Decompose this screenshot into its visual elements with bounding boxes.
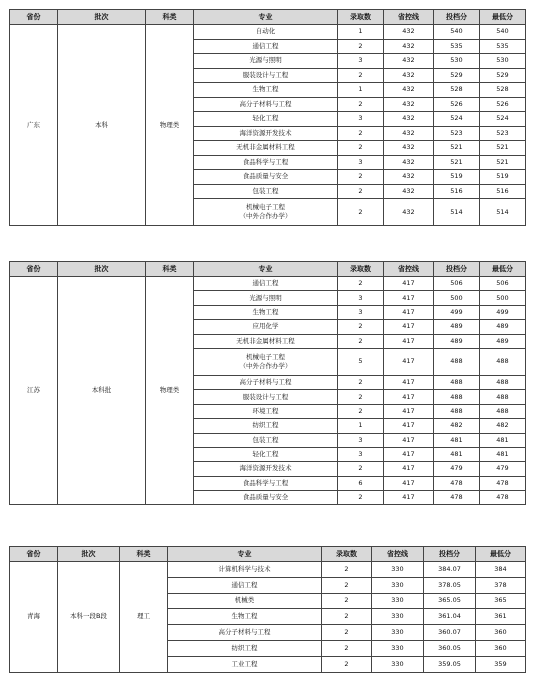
province-header: 省份 xyxy=(10,547,58,562)
control-line-header: 省控线 xyxy=(372,547,424,562)
count-cell: 2 xyxy=(338,320,384,334)
major-cell: 计算机科学与技术 xyxy=(168,562,322,578)
control-line-cell: 330 xyxy=(372,577,424,593)
province-cell: 广东 xyxy=(10,25,58,226)
control-line-cell: 432 xyxy=(384,54,434,69)
major-cell: 食品科学与工程 xyxy=(194,476,338,490)
min-score-cell: 528 xyxy=(480,83,526,98)
major-cell: 机械电子工程 （中外合作办学） xyxy=(194,199,338,226)
submit-score-cell: 506 xyxy=(434,277,480,291)
count-cell: 2 xyxy=(322,640,372,656)
control-line-cell: 417 xyxy=(384,404,434,418)
major-cell: 海洋资源开发技术 xyxy=(194,126,338,141)
count-cell: 2 xyxy=(338,126,384,141)
major-cell: 高分子材料与工程 xyxy=(194,375,338,389)
major-header: 专业 xyxy=(168,547,322,562)
control-line-cell: 417 xyxy=(384,390,434,404)
count-cell: 3 xyxy=(338,112,384,127)
major-cell: 光源与照明 xyxy=(194,291,338,305)
major-cell: 无机非金属材料工程 xyxy=(194,334,338,348)
submit-score-cell: 488 xyxy=(434,375,480,389)
control-line-cell: 432 xyxy=(384,155,434,170)
min-score-cell: 360 xyxy=(476,625,526,641)
submit-score-cell: 516 xyxy=(434,184,480,199)
control-line-cell: 417 xyxy=(384,334,434,348)
count-cell: 2 xyxy=(322,593,372,609)
count-cell: 3 xyxy=(338,433,384,447)
count-cell: 2 xyxy=(338,184,384,199)
control-line-cell: 432 xyxy=(384,170,434,185)
count-cell: 3 xyxy=(338,447,384,461)
control-line-cell: 417 xyxy=(384,320,434,334)
major-cell: 高分子材料与工程 xyxy=(168,625,322,641)
count-cell: 1 xyxy=(338,83,384,98)
major-cell: 服装设计与工程 xyxy=(194,390,338,404)
min-score-cell: 526 xyxy=(480,97,526,112)
min-score-cell: 529 xyxy=(480,68,526,83)
min-score-header: 最低分 xyxy=(480,10,526,25)
major-cell: 纺织工程 xyxy=(168,640,322,656)
count-cell: 2 xyxy=(322,609,372,625)
control-line-cell: 417 xyxy=(384,462,434,476)
header-row xyxy=(10,547,526,562)
category-cell: 理工 xyxy=(120,562,168,673)
count-header: 录取数 xyxy=(322,547,372,562)
min-score-header: 最低分 xyxy=(476,547,526,562)
count-cell: 2 xyxy=(338,404,384,418)
min-score-cell: 506 xyxy=(480,277,526,291)
major-cell: 通信工程 xyxy=(194,39,338,54)
submit-score-header: 投档分 xyxy=(434,262,480,277)
count-cell: 1 xyxy=(338,419,384,433)
count-cell: 2 xyxy=(338,68,384,83)
control-line-cell: 417 xyxy=(384,291,434,305)
min-score-cell: 524 xyxy=(480,112,526,127)
submit-score-cell: 478 xyxy=(434,491,480,505)
min-score-cell: 488 xyxy=(480,404,526,418)
control-line-cell: 432 xyxy=(384,25,434,40)
submit-score-cell: 535 xyxy=(434,39,480,54)
major-cell: 生物工程 xyxy=(194,305,338,319)
min-score-cell: 488 xyxy=(480,390,526,404)
submit-score-cell: 540 xyxy=(434,25,480,40)
count-cell: 2 xyxy=(338,390,384,404)
major-cell: 自动化 xyxy=(194,25,338,40)
category-cell: 物理类 xyxy=(146,277,194,505)
control-line-cell: 432 xyxy=(384,39,434,54)
major-cell: 轻化工程 xyxy=(194,447,338,461)
submit-score-cell: 359.05 xyxy=(424,656,476,672)
submit-score-cell: 488 xyxy=(434,390,480,404)
province-header: 省份 xyxy=(10,262,58,277)
count-cell: 2 xyxy=(338,39,384,54)
major-cell: 高分子材料与工程 xyxy=(194,97,338,112)
min-score-cell: 489 xyxy=(480,320,526,334)
major-cell: 食品质量与安全 xyxy=(194,491,338,505)
control-line-cell: 417 xyxy=(384,433,434,447)
admission-table-qinghai xyxy=(9,546,526,673)
count-cell: 5 xyxy=(338,348,384,375)
control-line-cell: 417 xyxy=(384,348,434,375)
count-cell: 3 xyxy=(338,291,384,305)
control-line-cell: 432 xyxy=(384,141,434,156)
control-line-cell: 330 xyxy=(372,656,424,672)
submit-score-header: 投档分 xyxy=(434,10,480,25)
control-line-cell: 330 xyxy=(372,640,424,656)
admission-table-guangdong xyxy=(9,9,526,226)
province-cell: 江苏 xyxy=(10,277,58,505)
min-score-cell: 360 xyxy=(476,640,526,656)
table-row xyxy=(10,277,526,291)
count-cell: 6 xyxy=(338,476,384,490)
submit-score-cell: 489 xyxy=(434,320,480,334)
major-cell: 食品质量与安全 xyxy=(194,170,338,185)
major-cell: 生物工程 xyxy=(168,609,322,625)
major-cell: 工业工程 xyxy=(168,656,322,672)
min-score-cell: 521 xyxy=(480,155,526,170)
category-header: 科类 xyxy=(146,262,194,277)
min-score-cell: 488 xyxy=(480,375,526,389)
submit-score-cell: 489 xyxy=(434,334,480,348)
submit-score-cell: 530 xyxy=(434,54,480,69)
major-cell: 光源与照明 xyxy=(194,54,338,69)
submit-score-cell: 360.05 xyxy=(424,640,476,656)
count-cell: 2 xyxy=(338,170,384,185)
major-cell: 机械电子工程 （中外合作办学） xyxy=(194,348,338,375)
count-header: 录取数 xyxy=(338,262,384,277)
batch-cell: 本科批 xyxy=(58,277,146,505)
count-cell: 2 xyxy=(338,375,384,389)
min-score-cell: 535 xyxy=(480,39,526,54)
submit-score-cell: 519 xyxy=(434,170,480,185)
control-line-header: 省控线 xyxy=(384,10,434,25)
count-cell: 2 xyxy=(338,199,384,226)
submit-score-cell: 524 xyxy=(434,112,480,127)
submit-score-cell: 384.07 xyxy=(424,562,476,578)
major-cell: 机械类 xyxy=(168,593,322,609)
major-cell: 食品科学与工程 xyxy=(194,155,338,170)
major-cell: 通信工程 xyxy=(194,277,338,291)
table-row xyxy=(10,562,526,578)
min-score-cell: 482 xyxy=(480,419,526,433)
admission-table-jiangsu xyxy=(9,261,526,505)
min-score-cell: 378 xyxy=(476,577,526,593)
submit-score-cell: 500 xyxy=(434,291,480,305)
submit-score-cell: 526 xyxy=(434,97,480,112)
batch-cell: 本科 xyxy=(58,25,146,226)
province-header: 省份 xyxy=(10,10,58,25)
control-line-cell: 417 xyxy=(384,476,434,490)
control-line-cell: 330 xyxy=(372,562,424,578)
major-cell: 纺织工程 xyxy=(194,419,338,433)
control-line-cell: 432 xyxy=(384,83,434,98)
table-row xyxy=(10,25,526,40)
min-score-cell: 481 xyxy=(480,447,526,461)
submit-score-cell: 529 xyxy=(434,68,480,83)
major-cell: 生物工程 xyxy=(194,83,338,98)
count-cell: 3 xyxy=(338,54,384,69)
control-line-cell: 432 xyxy=(384,184,434,199)
count-cell: 3 xyxy=(338,305,384,319)
submit-score-cell: 361.04 xyxy=(424,609,476,625)
submit-score-cell: 488 xyxy=(434,404,480,418)
min-score-cell: 519 xyxy=(480,170,526,185)
min-score-cell: 514 xyxy=(480,199,526,226)
min-score-cell: 540 xyxy=(480,25,526,40)
control-line-cell: 432 xyxy=(384,68,434,83)
submit-score-cell: 528 xyxy=(434,83,480,98)
control-line-cell: 432 xyxy=(384,112,434,127)
min-score-cell: 359 xyxy=(476,656,526,672)
province-cell: 青海 xyxy=(10,562,58,673)
count-cell: 2 xyxy=(338,141,384,156)
major-cell: 海洋资源开发技术 xyxy=(194,462,338,476)
count-cell: 3 xyxy=(338,155,384,170)
submit-score-header: 投档分 xyxy=(424,547,476,562)
min-score-cell: 478 xyxy=(480,491,526,505)
major-cell: 包装工程 xyxy=(194,433,338,447)
category-cell: 物理类 xyxy=(146,25,194,226)
major-cell: 环境工程 xyxy=(194,404,338,418)
major-cell: 通信工程 xyxy=(168,577,322,593)
min-score-cell: 479 xyxy=(480,462,526,476)
major-cell: 应用化学 xyxy=(194,320,338,334)
submit-score-cell: 482 xyxy=(434,419,480,433)
count-cell: 2 xyxy=(338,491,384,505)
control-line-cell: 330 xyxy=(372,609,424,625)
category-header: 科类 xyxy=(120,547,168,562)
batch-header: 批次 xyxy=(58,10,146,25)
min-score-header: 最低分 xyxy=(480,262,526,277)
control-line-cell: 330 xyxy=(372,625,424,641)
min-score-cell: 489 xyxy=(480,334,526,348)
control-line-cell: 417 xyxy=(384,305,434,319)
major-cell: 轻化工程 xyxy=(194,112,338,127)
control-line-cell: 330 xyxy=(372,593,424,609)
min-score-cell: 521 xyxy=(480,141,526,156)
submit-score-cell: 478 xyxy=(434,476,480,490)
count-cell: 2 xyxy=(338,462,384,476)
major-cell: 服装设计与工程 xyxy=(194,68,338,83)
batch-cell: 本科一段B段 xyxy=(58,562,120,673)
count-cell: 2 xyxy=(322,562,372,578)
count-header: 录取数 xyxy=(338,10,384,25)
min-score-cell: 530 xyxy=(480,54,526,69)
control-line-cell: 432 xyxy=(384,97,434,112)
major-header: 专业 xyxy=(194,262,338,277)
submit-score-cell: 521 xyxy=(434,155,480,170)
control-line-cell: 417 xyxy=(384,277,434,291)
count-cell: 2 xyxy=(322,577,372,593)
submit-score-cell: 378.05 xyxy=(424,577,476,593)
control-line-cell: 432 xyxy=(384,126,434,141)
submit-score-cell: 479 xyxy=(434,462,480,476)
min-score-cell: 481 xyxy=(480,433,526,447)
submit-score-cell: 360.07 xyxy=(424,625,476,641)
min-score-cell: 500 xyxy=(480,291,526,305)
category-header: 科类 xyxy=(146,10,194,25)
count-cell: 1 xyxy=(338,25,384,40)
control-line-cell: 417 xyxy=(384,419,434,433)
submit-score-cell: 514 xyxy=(434,199,480,226)
major-header: 专业 xyxy=(194,10,338,25)
count-cell: 2 xyxy=(338,277,384,291)
min-score-cell: 478 xyxy=(480,476,526,490)
min-score-cell: 361 xyxy=(476,609,526,625)
control-line-cell: 432 xyxy=(384,199,434,226)
submit-score-cell: 481 xyxy=(434,433,480,447)
control-line-cell: 417 xyxy=(384,375,434,389)
control-line-cell: 417 xyxy=(384,491,434,505)
submit-score-cell: 365.05 xyxy=(424,593,476,609)
min-score-cell: 384 xyxy=(476,562,526,578)
submit-score-cell: 523 xyxy=(434,126,480,141)
submit-score-cell: 499 xyxy=(434,305,480,319)
header-row xyxy=(10,262,526,277)
count-cell: 2 xyxy=(338,334,384,348)
submit-score-cell: 521 xyxy=(434,141,480,156)
min-score-cell: 488 xyxy=(480,348,526,375)
min-score-cell: 523 xyxy=(480,126,526,141)
count-cell: 2 xyxy=(322,625,372,641)
header-row xyxy=(10,10,526,25)
count-cell: 2 xyxy=(338,97,384,112)
batch-header: 批次 xyxy=(58,262,146,277)
submit-score-cell: 488 xyxy=(434,348,480,375)
batch-header: 批次 xyxy=(58,547,120,562)
control-line-header: 省控线 xyxy=(384,262,434,277)
major-cell: 包装工程 xyxy=(194,184,338,199)
min-score-cell: 499 xyxy=(480,305,526,319)
control-line-cell: 417 xyxy=(384,447,434,461)
min-score-cell: 365 xyxy=(476,593,526,609)
major-cell: 无机非金属材料工程 xyxy=(194,141,338,156)
count-cell: 2 xyxy=(322,656,372,672)
min-score-cell: 516 xyxy=(480,184,526,199)
submit-score-cell: 481 xyxy=(434,447,480,461)
